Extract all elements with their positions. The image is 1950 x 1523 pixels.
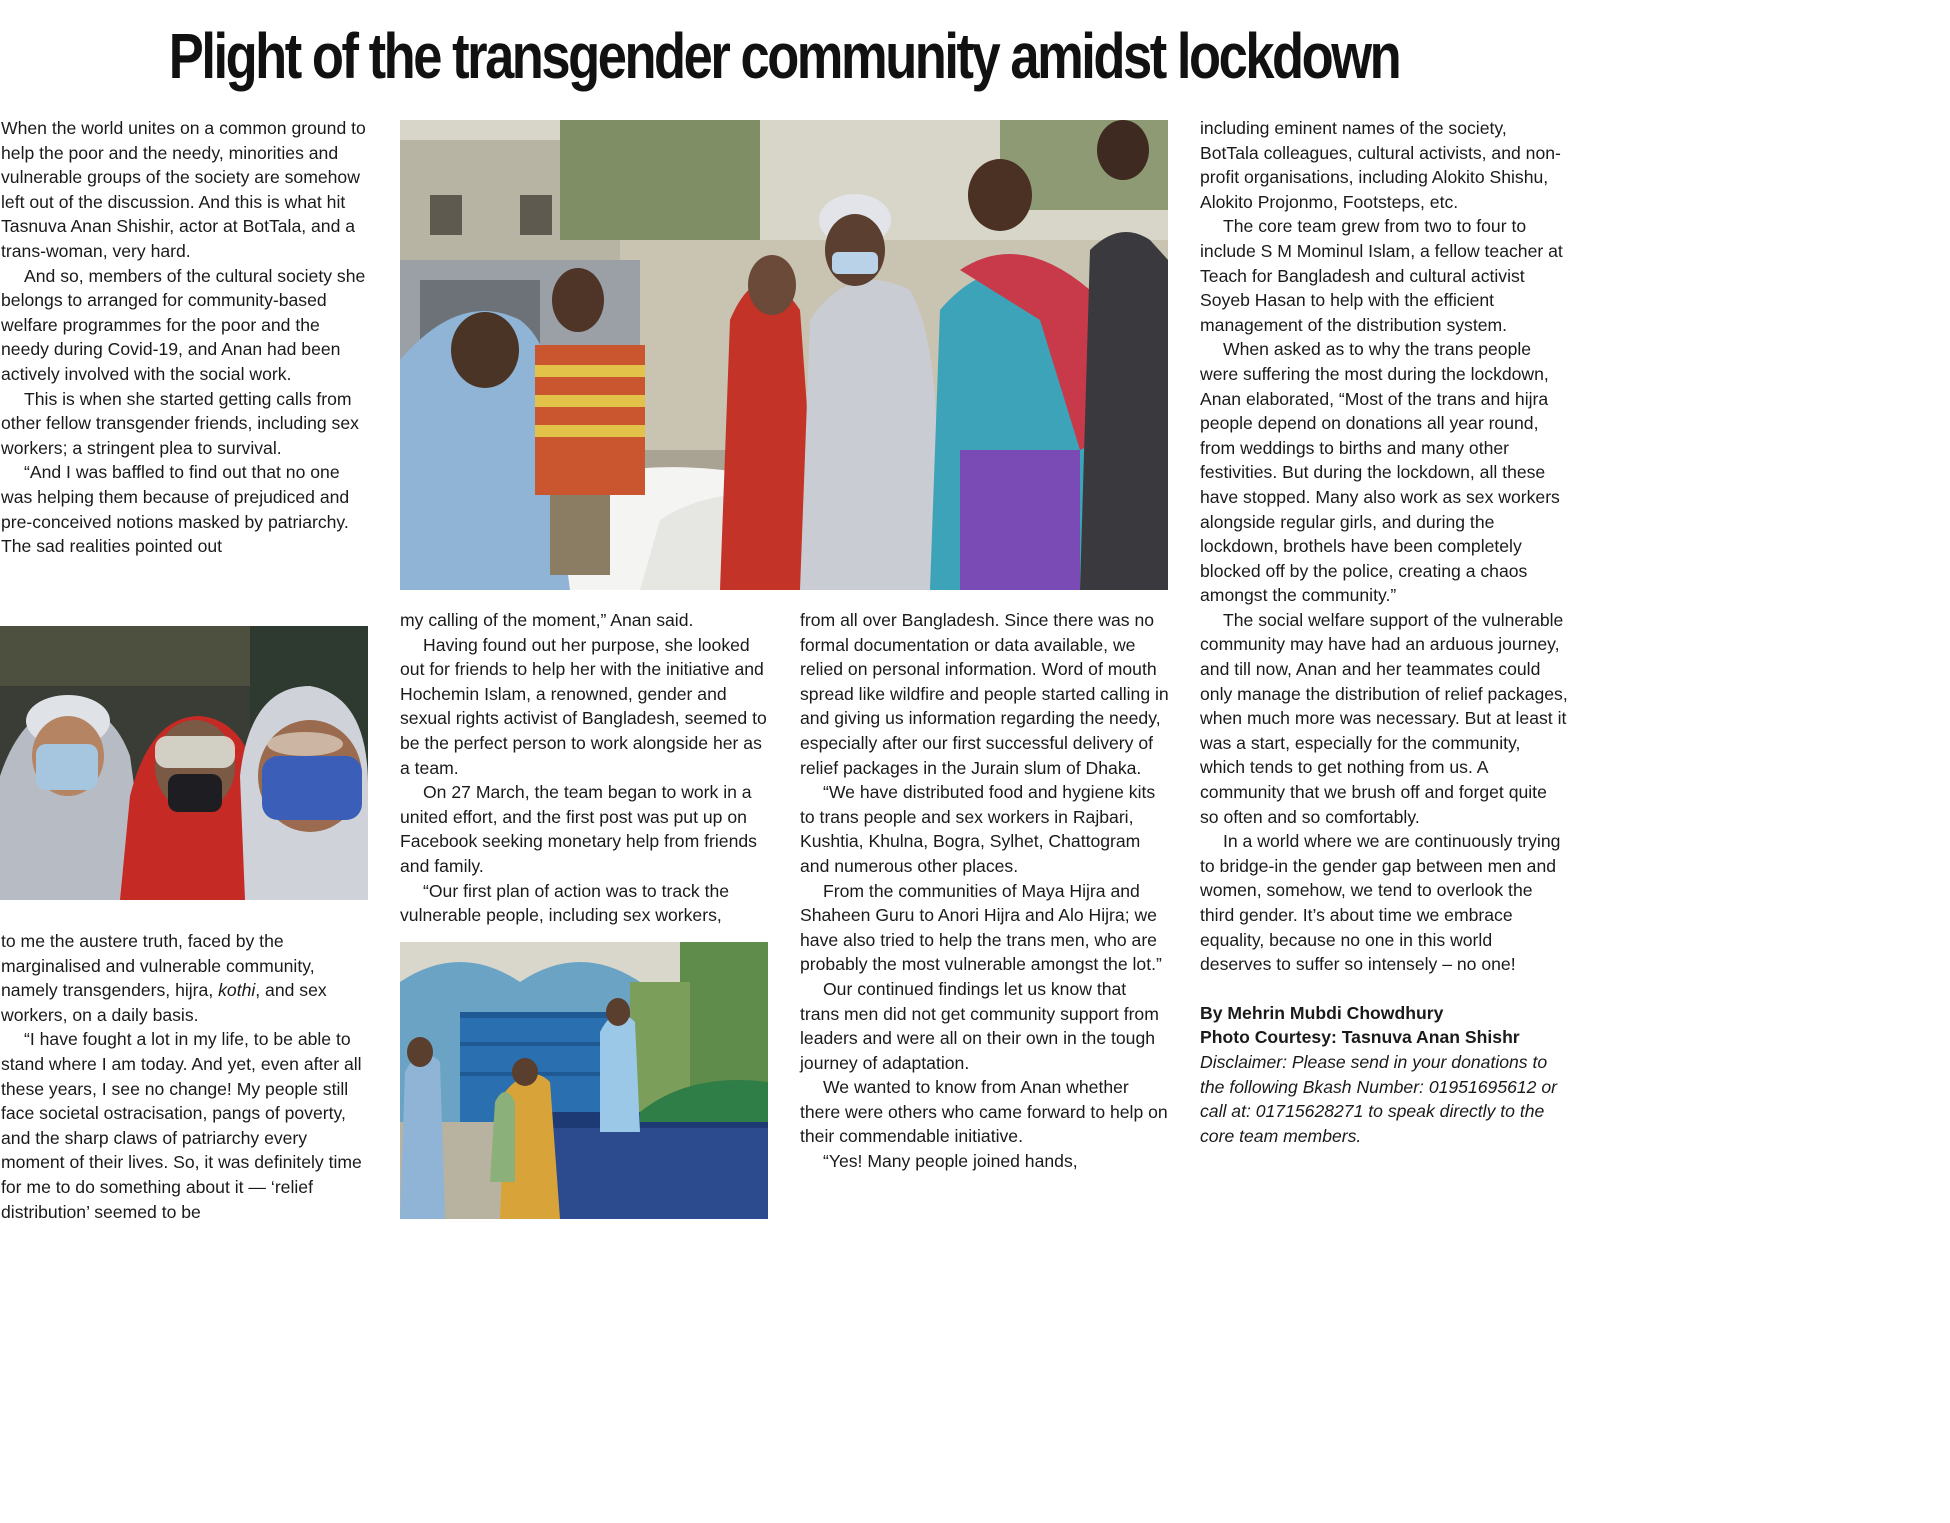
paragraph: “Yes! Many people joined hands,: [823, 1151, 1078, 1172]
paragraph: When the world unites on a common ground to help the poor and the needy, minorities and vulnerable groups of the society are somehow left out of the discussion. And this is what hit Tasnuva Anan Shishir, actor at BotTala, and a trans-woman, very hard.: [1, 118, 366, 261]
paragraph: Having found out her purpose, she looked out for friends to help her with the initiative and Hochemin Islam, a renowned, gender and sexual rights activist of Bangladesh, seemed to be the perfect person to work alongside her as a team.: [400, 634, 767, 778]
paragraph: In a world where we are continuously trying to bridge-in the gender gap between men and women, somehow, we tend to overlook the third gender. It’s about time we embrace equality, because no one in this world deserves to suffer so intensely – no one!: [1200, 831, 1561, 975]
paragraph: The social welfare support of the vulnerable community may have had an arduous journey, and till now, Anan and her teammates could only manage the distribution of relief packages, when much more was necessary. But at least it was a start, especially for the community, which tends to get nothing from us. A community that we brush off and forget quite so often and so comfortably.: [1200, 609, 1568, 827]
paragraph: “I have fought a lot in my life, to be able to stand where I am today. And yet, even after all these years, I see no change! My people still face societal ostracisation, pangs of poverty, and the sharp claws of patriarchy every moment of their lives. So, it was definitely time for me to do something about it — ‘relief distribution’ seemed to be: [1, 1029, 362, 1222]
paragraph: my calling of the moment,” Anan said.: [400, 610, 694, 630]
text-run: to me the austere truth, faced by the marginalised and vulnerable community, namely transgenders, hijra,: [1, 931, 315, 1001]
paragraph: From the communities of Maya Hijra and Shaheen Guru to Anori Hijra and Alo Hijra; we have also tried to help the trans men, who are probably the most vulnerable amongst the lot.”: [800, 880, 1162, 975]
column-1-bottom: [1, 929, 369, 1224]
column-2: [400, 608, 768, 928]
spacer: [1200, 977, 1568, 1001]
byline: By Mehrin Mubdi Chowdhury: [1200, 1002, 1444, 1023]
paragraph: “We have distributed food and hygiene kits to trans people and sex workers in Rajbari, Kushtia, Khulna, Bogra, Sylhet, Chattogram and numerous other places.: [800, 782, 1156, 876]
paragraph: We wanted to know from Anan whether there were others who came forward to help on their commendable initiative.: [800, 1077, 1168, 1147]
column-3: [800, 608, 1170, 1174]
relief-truck-photo: [400, 942, 768, 1219]
column-4: [1200, 116, 1568, 1148]
paragraph: “Our first plan of action was to track the vulnerable people, including sex workers,: [400, 880, 730, 926]
disclaimer: Disclaimer: Please send in your donations to the following Bkash Number: 01951695612 or call at: 01715628271 to speak directly to the core team members.: [1200, 1051, 1557, 1146]
italic-term: kothi: [218, 980, 256, 1001]
column-1-top: [1, 116, 369, 559]
team-selfie-photo: [0, 626, 368, 900]
paragraph: Our continued findings let us know that trans men did not get community support from leaders and were all on their own in the tough journey of adaptation.: [800, 978, 1159, 1073]
paragraph: from all over Bangladesh. Since there was no formal documentation or data available, we relied on personal information. Word of mouth spread like wildfire and people started calling in and giving us information regarding the needy, especially after our first successful delivery of relief packages in the Jurain slum of Dhaka.: [800, 610, 1169, 778]
paragraph: [1, 929, 369, 1027]
paragraph: On 27 March, the team began to work in a united effort, and the first post was put up on Facebook seeking monetary help from friends and family.: [400, 782, 757, 876]
paragraph: including eminent names of the society, BotTala colleagues, cultural activists, and non-profit organisations, including Alokito Shishu, Alokito Projonmo, Footsteps, etc.: [1200, 118, 1561, 212]
photo-credit: Photo Courtesy: Tasnuva Anan Shishr: [1200, 1027, 1520, 1048]
paragraph: And so, members of the cultural society she belongs to arranged for community-based welfare programmes for the poor and the needy during Covid-19, and Anan had been actively involved with the social work.: [1, 265, 366, 384]
page-title: Plight of the transgender community amidst lockdown: [168, 20, 1400, 92]
paragraph: When asked as to why the trans people were suffering the most during the lockdown, Anan elaborated, “Most of the trans and hijra people depend on donations all year round, from weddings to births and many other festivities. But during the lockdown, all these have stopped. Many also work as sex workers alongside regular girls, and during the lockdown, brothels have been completely blocked off by the police, creating a chaos amongst the community.”: [1200, 339, 1560, 606]
paragraph: “And I was baffled to find out that no one was helping them because of prejudiced and pre-conceived notions masked by patriarchy. The sad realities pointed out: [1, 462, 350, 557]
paragraph: This is when she started getting calls from other fellow transgender friends, including sex workers; a stringent plea to survival.: [1, 388, 359, 458]
paragraph: The core team grew from two to four to include S M Mominul Islam, a fellow teacher at Teach for Bangladesh and cultural activist Soyeb Hasan to help with the efficient management of the distribution system.: [1200, 216, 1563, 335]
text-run: , and sex workers, on a daily basis.: [1, 980, 327, 1025]
relief-distribution-photo: [400, 120, 1168, 590]
